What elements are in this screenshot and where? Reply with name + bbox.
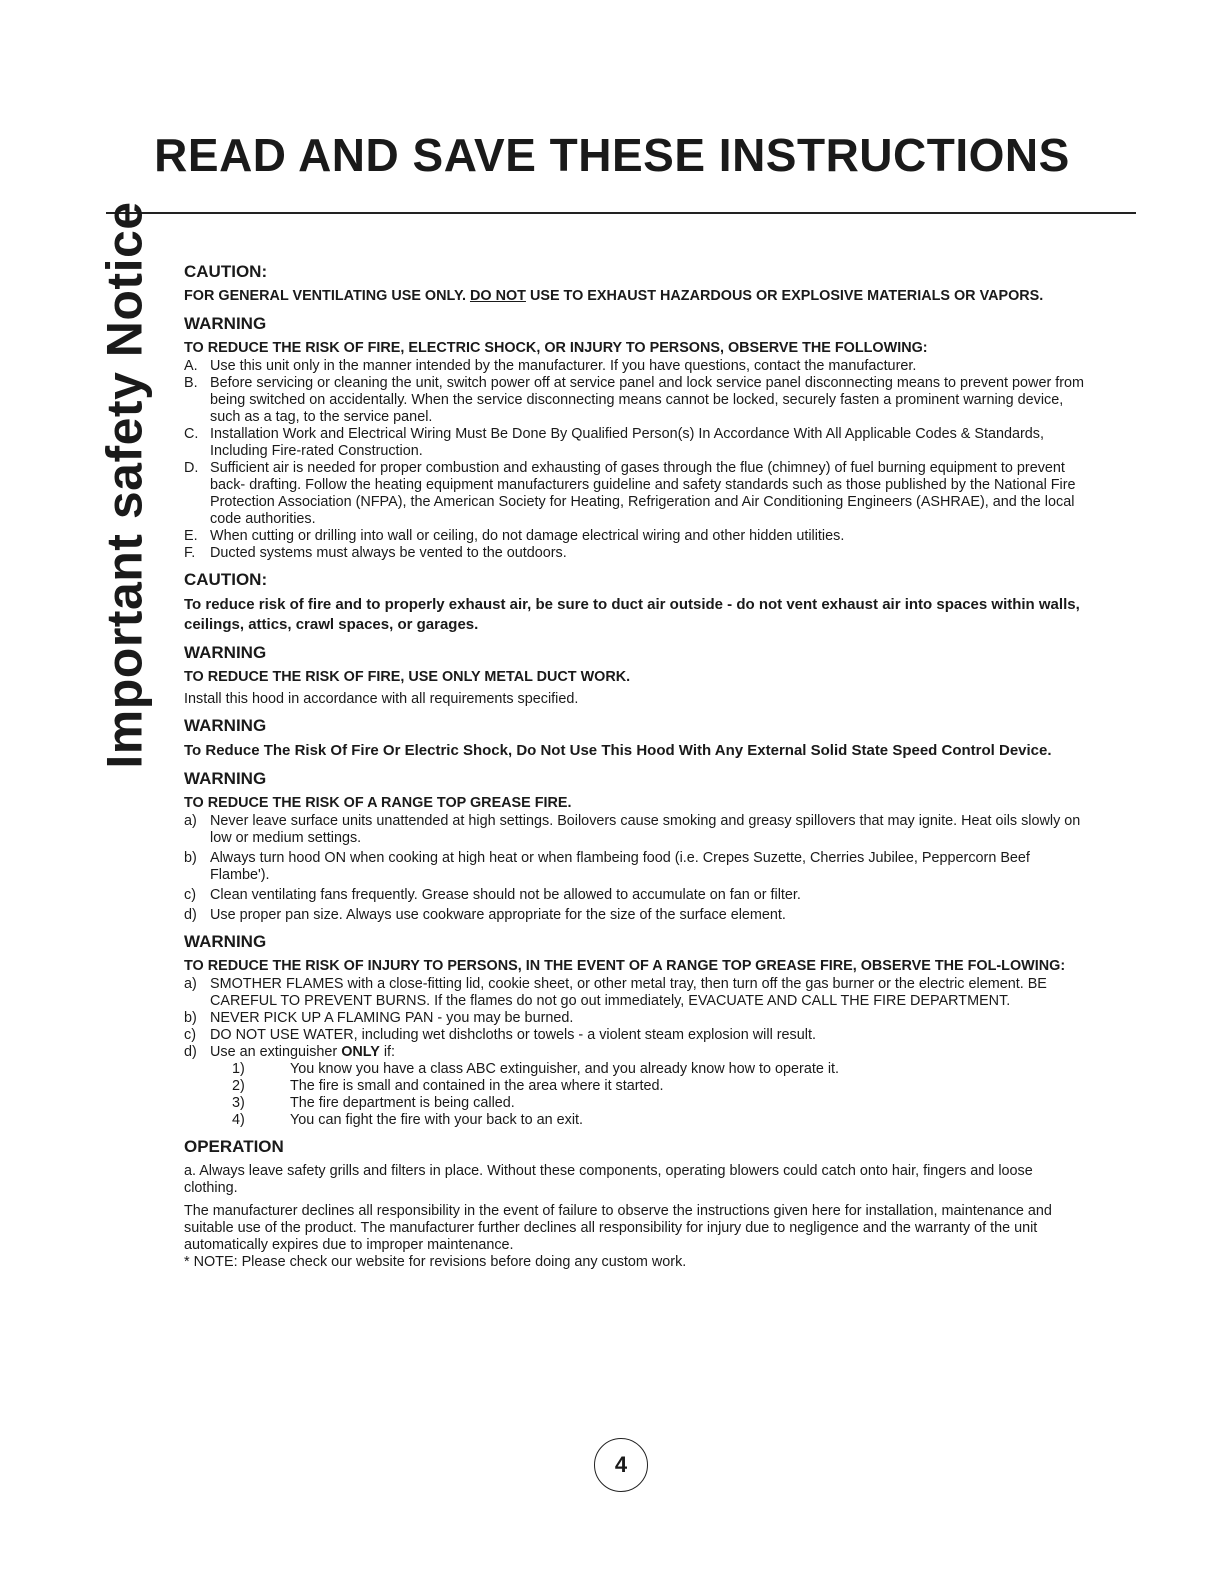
list-item: E. When cutting or drilling into wall or ceiling, do not damage electrical wiring and other hidden utilities. <box>184 528 845 544</box>
operation-heading: OPERATION <box>184 1137 284 1156</box>
list-item: c) Clean ventilating fans frequently. Grease should not be allowed to accumulate on fan or filter. <box>184 887 801 903</box>
list-item: a) SMOTHER FLAMES with a close-fitting lid, cookie sheet, or other metal tray, then turn off the gas burner or the electric element. BE CAREFUL TO PREVENT BURNS. If the flames do not go out immediately, EVACUATE AND CALL THE FIRE DEPARTMENT. <box>184 976 1047 1009</box>
list-item: b) NEVER PICK UP A FLAMING PAN - you may be burned. <box>184 1010 574 1026</box>
list-item: D. Sufficient air is needed for proper combustion and exhausting of gases through the flue (chimney) of fuel burning equipment to prevent back- drafting. Follow the heating equipment manufacturers guideline and safety standards such as those published by the National Fire Protection Association (NFPA), the American Society for Heating, Refrigeration and Air Conditioning Engineers (ASHRAE), and the local code authorities. <box>184 460 1076 527</box>
numbered-item: 1) You know you have a class ABC extinguisher, and you already know how to operate it. <box>232 1061 840 1077</box>
operation-paragraph: a. Always leave safety grills and filters in place. Without these components, operating blowers could catch onto hair, fingers and loose clothing. <box>184 1163 1033 1196</box>
warning-subheading: TO REDUCE THE RISK OF FIRE, ELECTRIC SHOCK, OR INJURY TO PERSONS, OBSERVE THE FOLLOWING: <box>184 340 928 356</box>
list-item: C. Installation Work and Electrical Wiring Must Be Done By Qualified Person(s) In Accordance With All Applicable Codes & Standards, Including Fire-rated Construction. <box>184 426 1044 459</box>
list-item: A. Use this unit only in the manner intended by the manufacturer. If you have questions, contact the manufacturer. <box>184 358 917 374</box>
sidebar-label-text: Important safety Notice <box>97 201 154 769</box>
warning-heading: WARNING <box>184 716 267 735</box>
caution-heading: CAUTION: <box>184 570 268 589</box>
instructions-body <box>184 262 1089 1271</box>
list-item: a) Never leave surface units unattended at high settings. Boilovers cause smoking and greasy spillovers that may ignite. Heat oils slowly on low or medium settings. <box>184 813 1081 846</box>
caution-heading: CAUTION: <box>184 262 268 281</box>
warning-subheading: TO REDUCE THE RISK OF INJURY TO PERSONS, IN THE EVENT OF A RANGE TOP GREASE FIRE, OBSERVE THE FOL-LOWING: <box>184 958 1066 974</box>
warning-speed-control-text: To Reduce The Risk Of Fire Or Electric Shock, Do Not Use This Hood With Any External Solid State Speed Control Device. <box>184 742 1052 759</box>
warning-list <box>184 358 1089 562</box>
list-item: B. Before servicing or cleaning the unit, switch power off at service panel and lock service panel disconnecting means to prevent power from being switched on accidentally. When the service disconnecting means cannot be locked, securely fasten a prominent warning device, such as a tag, to the service panel. <box>184 375 1085 425</box>
warning-heading: WARNING <box>184 314 267 333</box>
title-divider <box>106 212 1136 214</box>
numbered-item: 3) The fire department is being called. <box>232 1095 515 1111</box>
warning-heading: WARNING <box>184 643 267 662</box>
page-title: READ AND SAVE THESE INSTRUCTIONS <box>154 129 1070 181</box>
fire-response-list <box>184 976 1089 1129</box>
operation-note: * NOTE: Please check our website for revisions before doing any custom work. <box>184 1254 687 1270</box>
warning-heading: WARNING <box>184 932 267 951</box>
list-item: F. Ducted systems must always be vented to the outdoors. <box>184 545 567 561</box>
caution-general-use: FOR GENERAL VENTILATING USE ONLY. DO NOT USE TO EXHAUST HAZARDOUS OR EXPLOSIVE MATERIALS OR VAPORS. <box>184 288 1044 304</box>
warning-subheading: TO REDUCE THE RISK OF FIRE, USE ONLY METAL DUCT WORK. <box>184 669 631 685</box>
operation-disclaimer: The manufacturer declines all responsibility in the event of failure to observe the instructions given here for installation, maintenance and suitable use of the product. The manufacturer further declines all responsibility for injury due to negligence and the warranty of the unit automatically expires due to improper maintenance. <box>184 1203 1052 1253</box>
page-number-badge <box>594 1438 648 1492</box>
warning-subheading: TO REDUCE THE RISK OF A RANGE TOP GREASE FIRE. <box>184 795 572 811</box>
list-item: d) Use proper pan size. Always use cookware appropriate for the size of the surface element. <box>184 907 786 923</box>
warning-body-text: Install this hood in accordance with all requirements specified. <box>184 691 579 707</box>
numbered-item: 4) You can fight the fire with your back to an exit. <box>232 1112 584 1128</box>
caution-duct-text: To reduce risk of fire and to properly exhaust air, be sure to duct air outside - do not vent exhaust air into spaces within walls, ceilings, attics, crawl spaces, or garages. <box>184 596 1080 633</box>
list-item: d) Use an extinguisher ONLY if: <box>184 1044 396 1060</box>
grease-fire-list <box>184 813 1089 924</box>
page-number: 4 <box>614 1452 628 1477</box>
numbered-item: 2) The fire is small and contained in the area where it started. <box>232 1078 664 1094</box>
sidebar-vertical-label <box>92 201 158 769</box>
warning-heading: WARNING <box>184 769 267 788</box>
list-item: c) DO NOT USE WATER, including wet dishcloths or towels - a violent steam explosion will result. <box>184 1027 816 1043</box>
list-item: b) Always turn hood ON when cooking at high heat or when flambeing food (i.e. Crepes Suzette, Cherries Jubilee, Peppercorn Beef Flambe'). <box>184 850 1030 883</box>
